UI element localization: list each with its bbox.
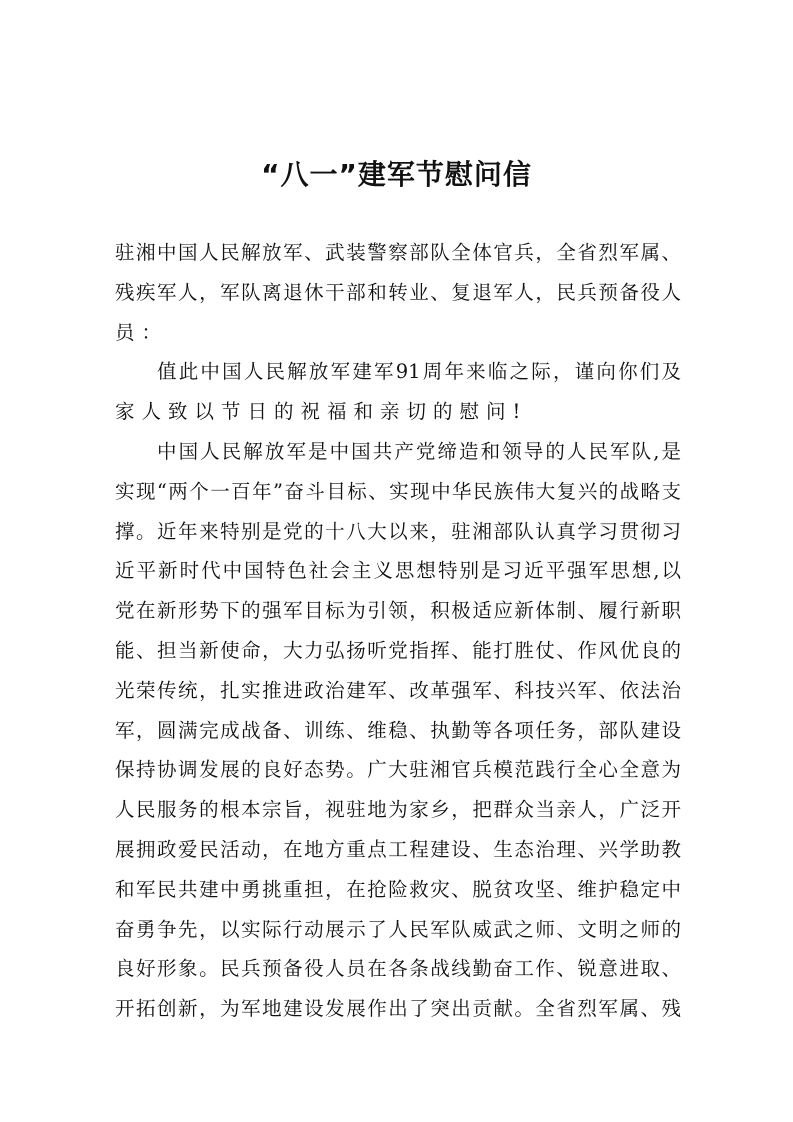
text-line: 和军民共建中勇挑重担，在抢险救灾、脱贫攻坚、维护稳定中 [115, 877, 681, 901]
letter-body [115, 233, 681, 1029]
document-title: “八一”建军节慰问信 [261, 158, 532, 191]
text-line: 人民服务的根本宗旨，视驻地为家乡，把群众当亲人，广泛开 [115, 798, 681, 822]
text-line: 残疾军人，军队离退休干部和转业、复退军人，民兵预备役人 [115, 280, 681, 304]
text-line: 撑。近年来特别是党的十八大以来，驻湘部队认真学习贯彻习 [115, 519, 681, 543]
text-line: 驻湘中国人民解放军、武装警察部队全体官兵，全省烈军属、 [115, 241, 681, 264]
text-line: 员： [115, 320, 169, 344]
text-line: 奋勇争先，以实际行动展示了人民军队威武之师、文明之师的 [115, 917, 681, 941]
text-line: 良好形象。民兵预备役人员在各条战线勤奋工作、锐意进取、 [115, 957, 681, 981]
text-line: 展拥政爱民活动，在地方重点工程建设、生态治理、兴学助教 [115, 837, 681, 861]
text-line: 能、担当新使命，大力弘扬听党指挥、能打胜仗、作风优良的 [115, 638, 681, 662]
text-line: 近平新时代中国特色社会主义思想特别是习近平强军思想,以 [115, 559, 681, 583]
text-line: 保持协调发展的良好态势。广大驻湘官兵模范践行全心全意为 [115, 758, 681, 782]
text-line: 军，圆满完成战备、训练、维稳、执勤等各项任务，部队建设 [115, 718, 681, 742]
paragraph-start-line: 中国人民解放军是中国共产党缔造和领导的人民军队,是 [157, 439, 681, 463]
text-line: 实现“两个一百年”奋斗目标、实现中华民族伟大复兴的战略支 [115, 479, 681, 503]
text-line: 开拓创新，为军地建设发展作出了突出贡献。全省烈军属、残 [115, 997, 681, 1021]
text-line: 党在新形势下的强军目标为引领，积极适应新体制、履行新职 [115, 599, 681, 623]
text-line: 家人致以节日的祝福和亲切的慰问! [115, 400, 528, 424]
paragraph-start-line: 值此中国人民解放军建军91周年来临之际，谨向你们及 [157, 360, 681, 384]
text-line: 光荣传统，扎实推进政治建军、改革强军、科技兴军、依法治 [115, 678, 681, 702]
